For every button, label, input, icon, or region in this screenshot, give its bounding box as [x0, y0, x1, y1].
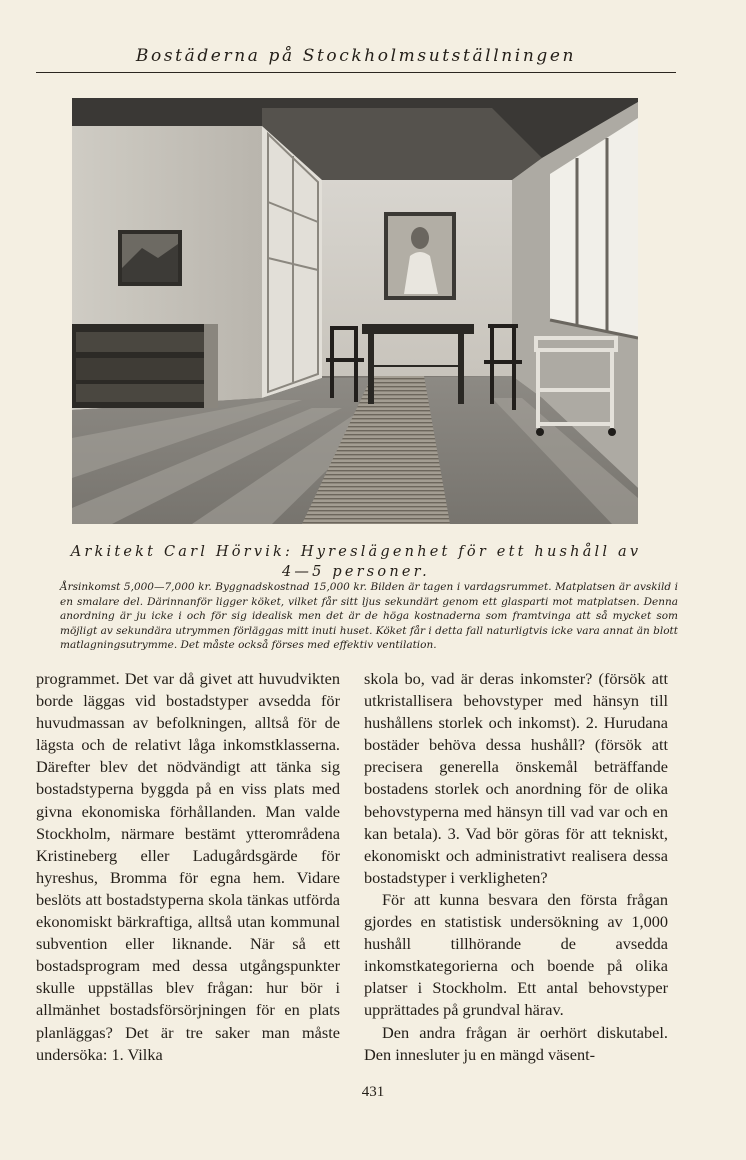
paragraph: programmet. Det var då givet att huvudvikten borde läggas vid bostadstyper avsedda för huvudmassan av befolkningen, alltså för de lägsta och de relativt låga inkomstklasserna. Därefter blev det nödvändigt att tänka sig bostadstyperna byggda på en viss plats med givna ekonomiska förhållanden. Man valde Stockholm, närmare bestämt ytterområdena Kristineberg eller Ladugårdsgärde för hyreshus, Bromma för egna hem. Vidare beslöts att bostadstyperna skola tänkas utförda ekonomiskt bärkraftiga, alltså utan kommunal subvention eller liknande. När så ett bostadsprogram med dessa utgångspunkter skulle uppställas blev frågan: hur bör i allmänhet bostadsförsörjningen för en plats planläggas? Det är tre saker man måste undersöka: 1. Vilka: [36, 669, 340, 1064]
caption-title-line2: 4—5 personer.: [282, 564, 430, 580]
left-column: [36, 668, 340, 1066]
paragraph: Den andra frågan är oerhört diskutabel. Den innesluter ju en mängd väsent-: [364, 1022, 668, 1064]
caption-title-line1: Arkitekt Carl Hörvik: Hyreslägenhet för ett hushåll av: [70, 544, 642, 560]
interior-photograph: [72, 98, 638, 524]
running-head: Bostäderna på Stockholmsutställningen: [135, 46, 577, 66]
header-rule: [36, 72, 676, 73]
page-number: 431: [361, 1084, 385, 1100]
figure-caption-title: [36, 542, 676, 582]
figure-caption-text: Årsinkomst 5,000—7,000 kr. Byggnadskostnad 15,000 kr. Bilden är tagen i vardagsrummet. Matplatsen är avskild i en smalare del. Därinnanför ligger köket, vilket får sitt ljus sekundärt genom ett glasparti mot matplatsen. Denna anordning är ju icke i och för sig idealisk men det är de höga kostnaderna som framtvinga att så mycket som möjligt av sekundära utrymmen förläggas mitt inuti huset. Köket får i detta fall naturligtvis icke vara annat än blott matlagningsutrymme. Det måste också förses med effektiv ventilation.: [60, 581, 678, 652]
paragraph: För att kunna besvara den första frågan gjordes en statistisk undersökning av 1,000 hushåll tillhörande de avsedda inkomstkategorierna och boende på olika platser i Stockholm. Ett antal behovstyper upprättades på grundval härav.: [364, 889, 668, 1020]
right-column: [364, 668, 668, 1066]
paragraph: skola bo, vad är deras inkomster? (försök att utkristallisera behovstyper med hänsyn till hushållens storlek och inkomst). 2. Hurudana bostäder behöva dessa hushåll? (försök att precisera generella önskemål beträffande bostadens storlek och anordning för de olika behovstyperna med hänsyn till vad var och en kan betala). 3. Vad bör göras för att tekniskt, ekonomiskt och administrativt realisera dessa bostadstyper i verkligheten?: [364, 669, 668, 887]
